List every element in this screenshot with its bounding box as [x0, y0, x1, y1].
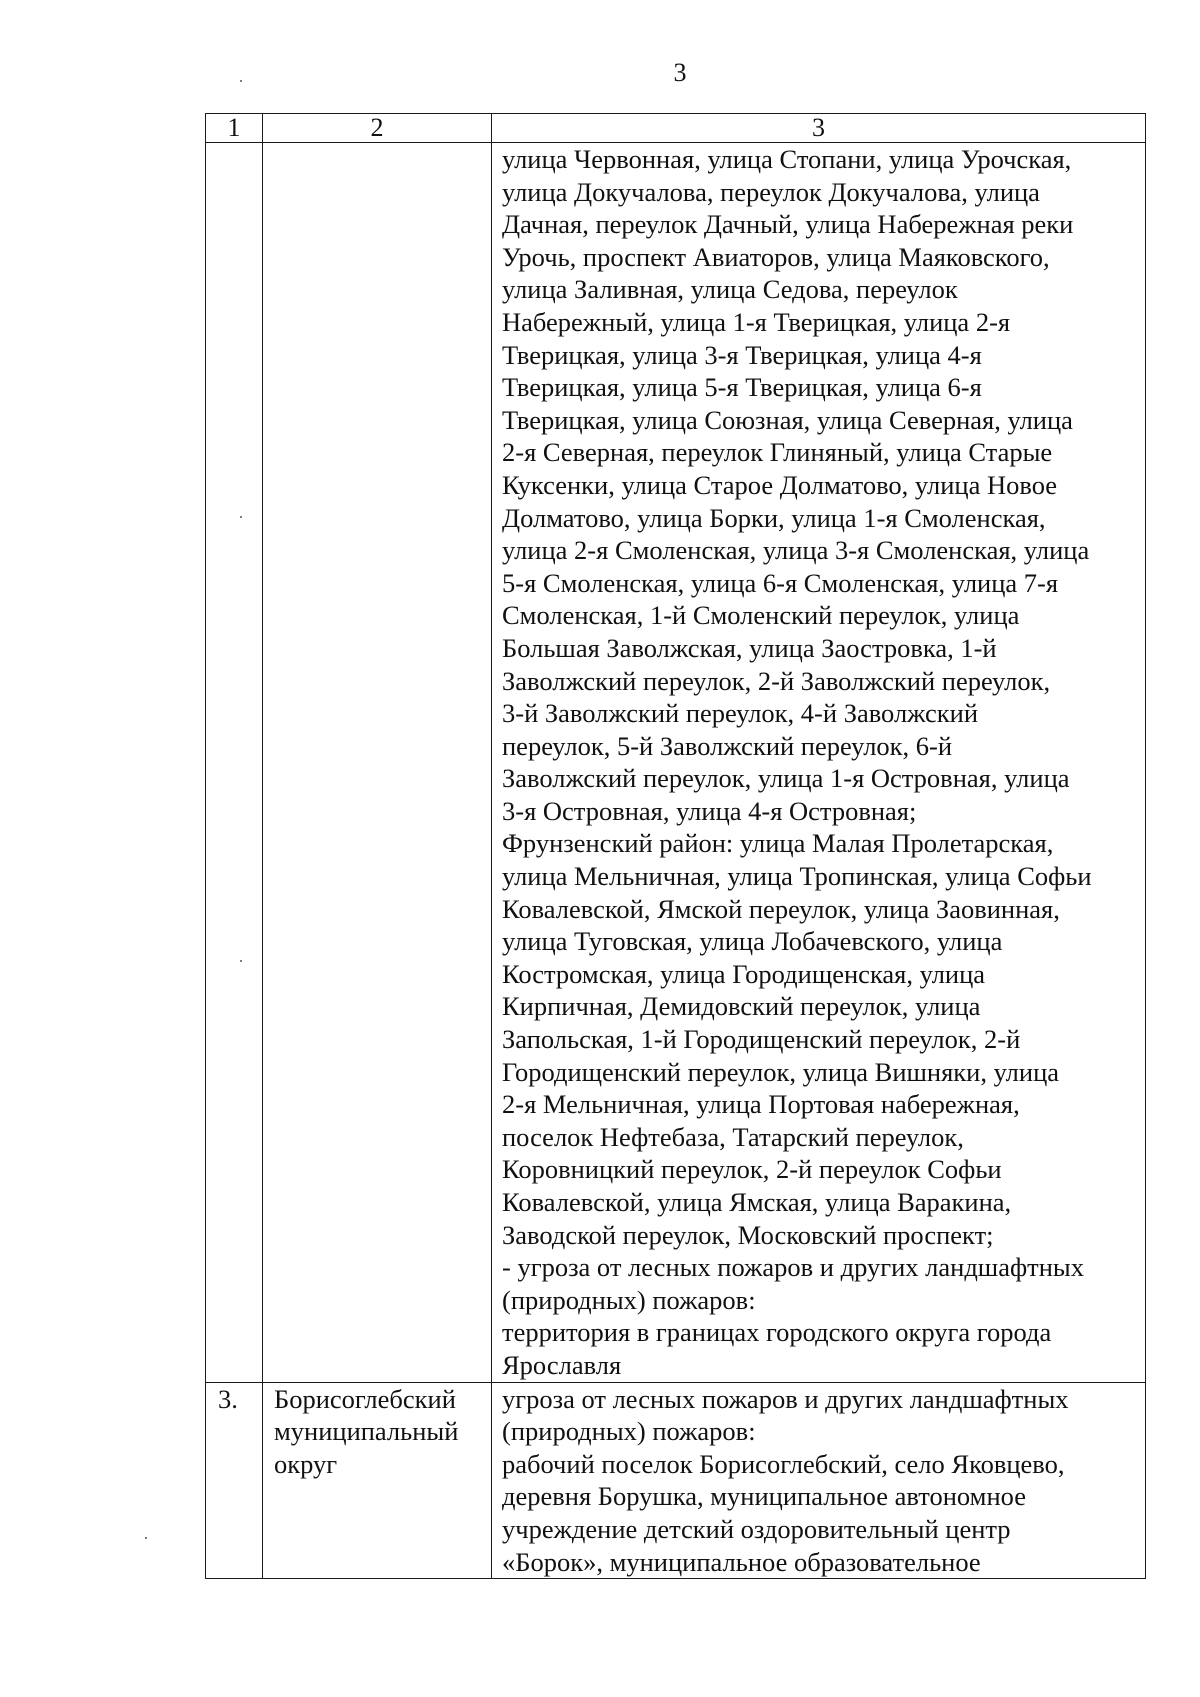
districts-table: [205, 113, 1146, 1579]
text-line: переулок, 5-й Заволжский переулок, 6-й: [502, 730, 953, 761]
text-line: 2-я Северная, переулок Глиняный, улица Старые: [502, 437, 1053, 468]
text-line: Ковалевской, Ямской переулок, улица Заовинная,: [502, 893, 1060, 924]
text-line: «Борок», муниципальное образовательное: [502, 1546, 981, 1577]
text-line: 3-й Заволжский переулок, 4-й Заволжский: [502, 698, 979, 729]
district-name: [274, 1383, 483, 1481]
text-line: рабочий поселок Борисоглебский, село Яковцево,: [502, 1448, 1065, 1479]
scan-speck: [240, 80, 242, 82]
scan-speck: [145, 1537, 147, 1539]
text-line: Большая Заволжская, улица Заостровка, 1-й: [502, 632, 997, 663]
text-line: Тверицкая, улица 3-я Тверицкая, улица 4-я: [502, 339, 982, 370]
text-line: Городищенский переулок, улица Вишняки, улица: [502, 1056, 1060, 1087]
text-line: Дачная, переулок Дачный, улица Набережная реки: [502, 209, 1074, 240]
text-line: Коровницкий переулок, 2-й переулок Софьи: [502, 1154, 1002, 1185]
text-line: Куксенки, улица Старое Долматово, улица Новое: [502, 469, 1058, 500]
page-number: 3: [673, 58, 687, 87]
text-line: округ: [274, 1448, 338, 1479]
text-line: Борисоглебский: [274, 1383, 456, 1414]
text-line: территория в границах городского округа города: [502, 1317, 1052, 1348]
text-line: Смоленская, 1-й Смоленский переулок, улица: [502, 600, 1020, 631]
text-line: Костромская, улица Городищенская, улица: [502, 958, 986, 989]
text-line: Долматово, улица Борки, улица 1-я Смоленская,: [502, 502, 1046, 533]
text-line: Урочь, проспект Авиаторов, улица Маяковского,: [502, 241, 1050, 272]
text-line: Ковалевской, улица Ямская, улица Варакина,: [502, 1187, 1012, 1217]
row-number-cell: [206, 143, 263, 1383]
text-line: улица Туговская, улица Лобачевского, улица: [502, 926, 1003, 957]
scan-speck: [240, 516, 242, 518]
text-line: улица Докучалова, переулок Докучалова, улица: [502, 176, 1040, 207]
text-line: Фрунзенский район: улица Малая Пролетарская,: [502, 828, 1054, 859]
text-line: Заволжский переулок, улица 1-я Островная, улица: [502, 763, 1070, 794]
text-line: Ярославля: [502, 1349, 622, 1380]
text-line: 3-я Островная, улица 4-я Островная;: [502, 795, 917, 826]
table-row: [206, 143, 1146, 1383]
text-line: Заволжский переулок, 2-й Заволжский переулок,: [502, 665, 1051, 696]
row-text: [502, 1383, 1137, 1579]
text-line: улица 2-я Смоленская, улица 3-я Смоленская, улица: [502, 535, 1090, 566]
text-line: улица Червонная, улица Стопани, улица Урочская,: [502, 144, 1072, 174]
row-number-cell: 3.: [206, 1382, 263, 1579]
text-line: поселок Нефтебаза, Татарский переулок,: [502, 1121, 964, 1152]
text-line: 5-я Смоленская, улица 6-я Смоленская, улица 7-я: [502, 567, 1059, 598]
text-line: Тверицкая, улица 5-я Тверицкая, улица 6-я: [502, 372, 982, 403]
text-line: угроза от лесных пожаров и других ландшафтных: [502, 1383, 1069, 1414]
text-line: муниципальный: [274, 1416, 459, 1447]
table-header-row: [206, 114, 1146, 143]
table-row: [206, 1382, 1146, 1579]
text-line: (природных) пожаров:: [502, 1416, 756, 1447]
text-line: улица Заливная, улица Седова, переулок: [502, 274, 958, 305]
row-text-cell: [492, 143, 1146, 1383]
text-line: Заводской переулок, Московский проспект;: [502, 1219, 994, 1250]
text-line: улица Мельничная, улица Тропинская, улица Софьи: [502, 861, 1092, 892]
text-line: Набережный, улица 1-я Тверицкая, улица 2-я: [502, 306, 1011, 337]
row-name-cell: [263, 1382, 492, 1579]
text-line: учреждение детский оздоровительный центр: [502, 1513, 1011, 1544]
text-line: Запольская, 1-й Городищенский переулок, 2-й: [502, 1024, 1021, 1055]
row-name-cell: [263, 143, 492, 1383]
header-cell-1: 1: [206, 114, 263, 143]
text-line: Кирпичная, Демидовский переулок, улица: [502, 991, 981, 1022]
text-line: деревня Борушка, муниципальное автономное: [502, 1481, 1026, 1512]
scan-speck: [240, 960, 242, 962]
header-cell-2: 2: [263, 114, 492, 143]
row-text: [502, 143, 1137, 1382]
text-line: - угроза от лесных пожаров и других ландшафтных: [502, 1252, 1084, 1283]
text-line: (природных) пожаров:: [502, 1284, 756, 1315]
text-line: Тверицкая, улица Союзная, улица Северная, улица: [502, 404, 1073, 435]
header-cell-3: 3: [492, 114, 1146, 143]
text-line: 2-я Мельничная, улица Портовая набережная,: [502, 1089, 1020, 1120]
row-text-cell: [492, 1382, 1146, 1579]
